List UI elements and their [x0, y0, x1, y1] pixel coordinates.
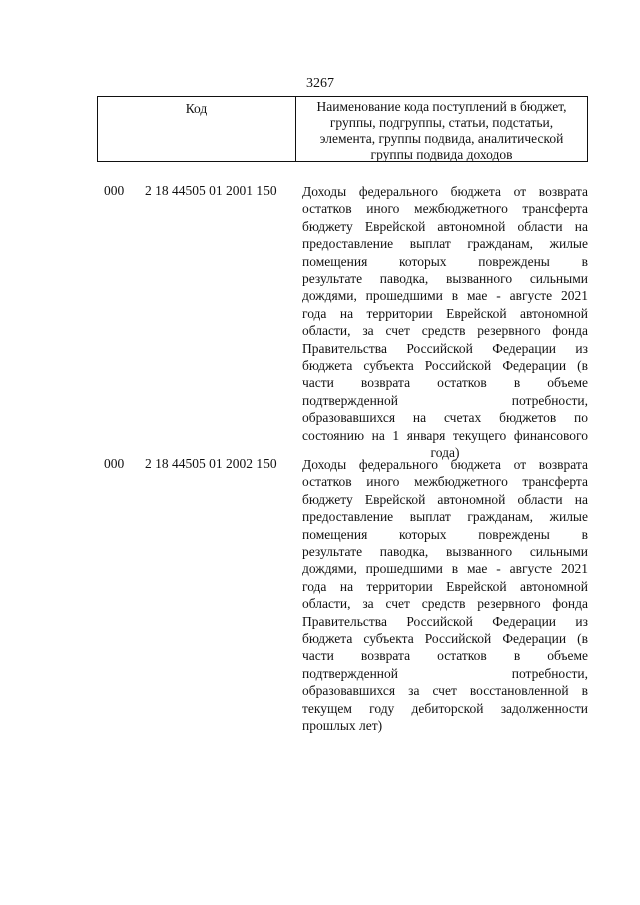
entry-description	[302, 456, 588, 735]
entry-desc-line: Правительства Российской Федерации из	[302, 613, 588, 629]
entry-desc-line: помещения которых повреждены в	[302, 253, 588, 269]
entry-desc-line: образовавшихся за счет восстановленной в	[302, 683, 588, 699]
entry-desc-line: подтвержденной потребности,	[302, 392, 588, 408]
entry-desc-line: помещения которых повреждены в	[302, 526, 588, 542]
entry-desc-line: области, за счет средств резервного фонда	[302, 323, 588, 339]
entry-desc-line: остатков иного межбюджетного трансферта	[302, 201, 588, 217]
entry-desc-line: результате паводка, вызванного сильными	[302, 271, 588, 287]
entry-desc-line: части возврата остатков в объеме	[302, 648, 588, 664]
entry-desc-line: бюджету Еврейской автономной области на	[302, 218, 588, 234]
entry-desc-line: дождями, прошедшими в мае - августе 2021	[302, 561, 588, 577]
entry-desc-line: образовавшихся на счетах бюджетов по	[302, 410, 588, 426]
entry-desc-line: прошлых лет)	[302, 718, 383, 734]
entry-desc-line: остатков иного межбюджетного трансферта	[302, 474, 588, 490]
entry-admin-code: 000	[104, 183, 125, 198]
page-number: 3267	[306, 76, 334, 91]
entry-admin-code: 000	[104, 456, 125, 471]
entry-desc-line: дождями, прошедшими в мае - августе 2021	[302, 288, 588, 304]
header-name-line: элемента, группы подвида, аналитической	[319, 131, 564, 146]
entry-revenue-code: 2 18 44505 01 2002 150	[145, 456, 277, 471]
header-code-cell: Код	[98, 97, 296, 161]
entry-desc-line: бюджета субъекта Российской Федерации (в	[302, 358, 588, 374]
entry-desc-line: состоянию на 1 января текущего финансового	[302, 427, 588, 443]
entry-desc-line: предоставление выплат гражданам, жилые	[302, 236, 588, 252]
entry-desc-line: Доходы федерального бюджета от возврата	[302, 184, 588, 199]
entry-revenue-code: 2 18 44505 01 2001 150	[145, 183, 277, 198]
header-table	[97, 96, 588, 162]
entry-desc-line: предоставление выплат гражданам, жилые	[302, 509, 588, 525]
header-name-line: Наименование кода поступлений в бюджет,	[316, 99, 567, 114]
header-name-line: группы подвида доходов	[370, 147, 513, 162]
entry-desc-line: бюджета субъекта Российской Федерации (в	[302, 631, 588, 647]
header-name-cell	[296, 97, 587, 161]
entry-desc-line: текущем году дебиторской задолженности	[302, 700, 588, 716]
entry-desc-line: подтвержденной потребности,	[302, 665, 588, 681]
entry-desc-line: года)	[430, 445, 460, 461]
entry-desc-line: Доходы федерального бюджета от возврата	[302, 457, 588, 472]
entry-desc-line: года на территории Еврейской автономной	[302, 578, 588, 594]
entry-desc-line: бюджету Еврейской автономной области на	[302, 491, 588, 507]
entry-desc-line: года на территории Еврейской автономной	[302, 305, 588, 321]
entry-desc-line: Правительства Российской Федерации из	[302, 340, 588, 356]
header-name-line: группы, подгруппы, статьи, подстатьи,	[329, 115, 554, 130]
entry-description	[302, 183, 588, 462]
entry-desc-line: части возврата остатков в объеме	[302, 375, 588, 391]
entry-desc-line: области, за счет средств резервного фонда	[302, 596, 588, 612]
entry-desc-line: результате паводка, вызванного сильными	[302, 544, 588, 560]
